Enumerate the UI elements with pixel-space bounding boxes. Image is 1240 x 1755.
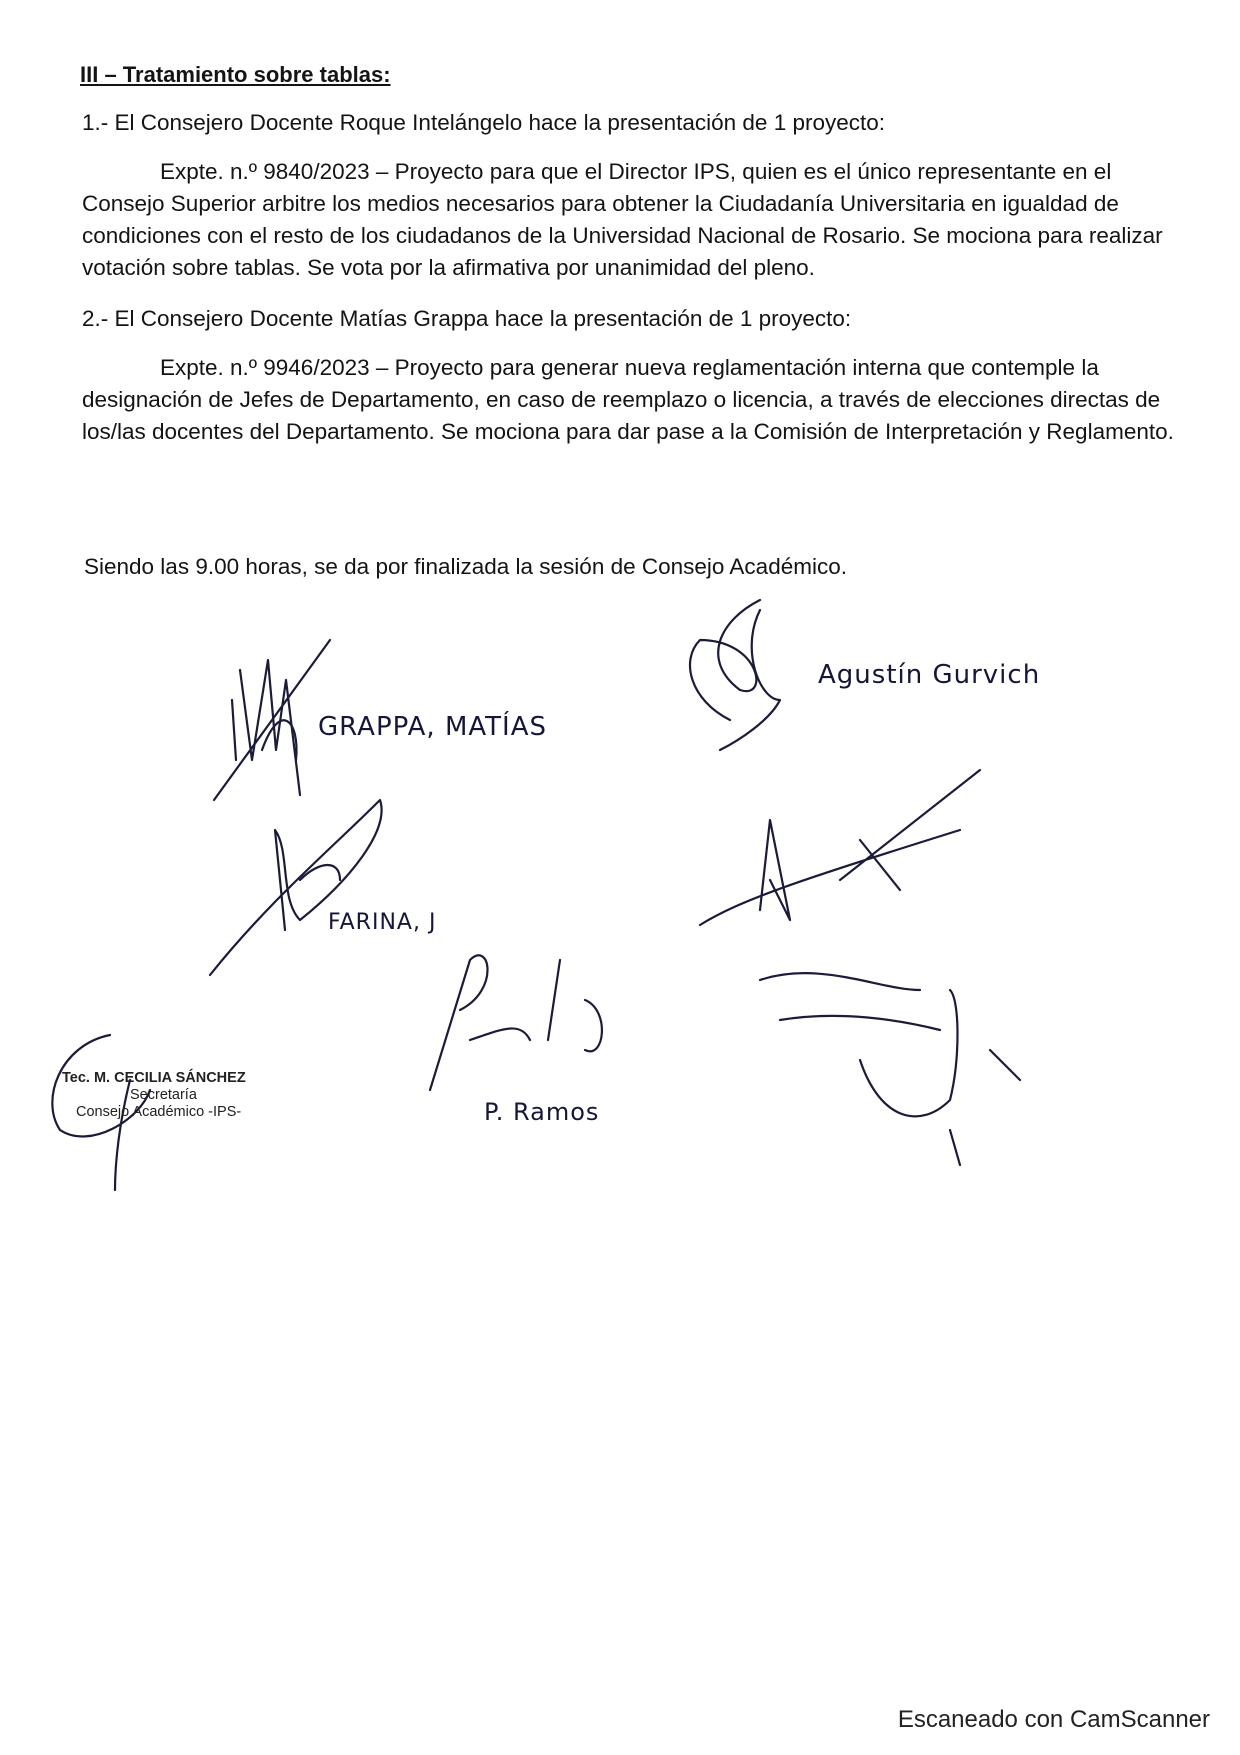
signature-grappa-name: GRAPPA, MATÍAS [318,712,547,742]
signature-grappa-scribble [214,640,330,800]
stamp-role: Secretaría [130,1087,197,1103]
signature-gurvich-scribble [690,600,780,750]
signature-rightbottom-scribble [760,973,1020,1165]
signature-farina-name: FARINA, J [328,910,437,935]
item-1-title: 1.- El Consejero Docente Roque Intelángelo hace la presentación de 1 proyecto: [82,110,886,135]
scanner-watermark: Escaneado con CamScanner [897,1706,1210,1733]
stamp-org: Consejo Académico -IPS- [76,1104,242,1120]
official-stamp [62,1070,246,1121]
item-2-body: Expte. n.º 9946/2023 – Proyecto para generar nueva reglamentación interna que contemple la designación de Jefes de Departamento, en caso de reemplazo o licencia, a través de elecciones directas de los/las docentes del Departamento. Se mociona para dar pase a la Comisión de Interpretación y Reglamento. [82,355,1174,444]
stamp-name: Tec. M. CECILIA SÁNCHEZ [62,1070,246,1086]
closing-statement: Siendo las 9.00 horas, se da por finalizada la sesión de Consejo Académico. [84,554,847,579]
signature-ramos-scribble [430,955,602,1090]
signature-farina-scribble [210,800,382,975]
item-1-body: Expte. n.º 9840/2023 – Proyecto para que el Director IPS, quien es el único representante en el Consejo Superior arbitre los medios necesarios para obtener la Ciudadanía Universitaria en igualdad de condiciones con el resto de los ciudadanos de la Universidad Nacional de Rosario. Se mociona para realizar votación sobre tablas. Se vota por la afirmativa por unanimidad del pleno. [82,159,1163,280]
signature-rightmid-scribble [700,770,980,925]
signature-gurvich-name: Agustín Gurvich [818,660,1041,690]
item-2-title: 2.- El Consejero Docente Matías Grappa hace la presentación de 1 proyecto: [82,306,852,331]
signature-ramos-name: P. Ramos [484,1098,600,1126]
section-heading: III – Tratamiento sobre tablas: [80,62,391,87]
